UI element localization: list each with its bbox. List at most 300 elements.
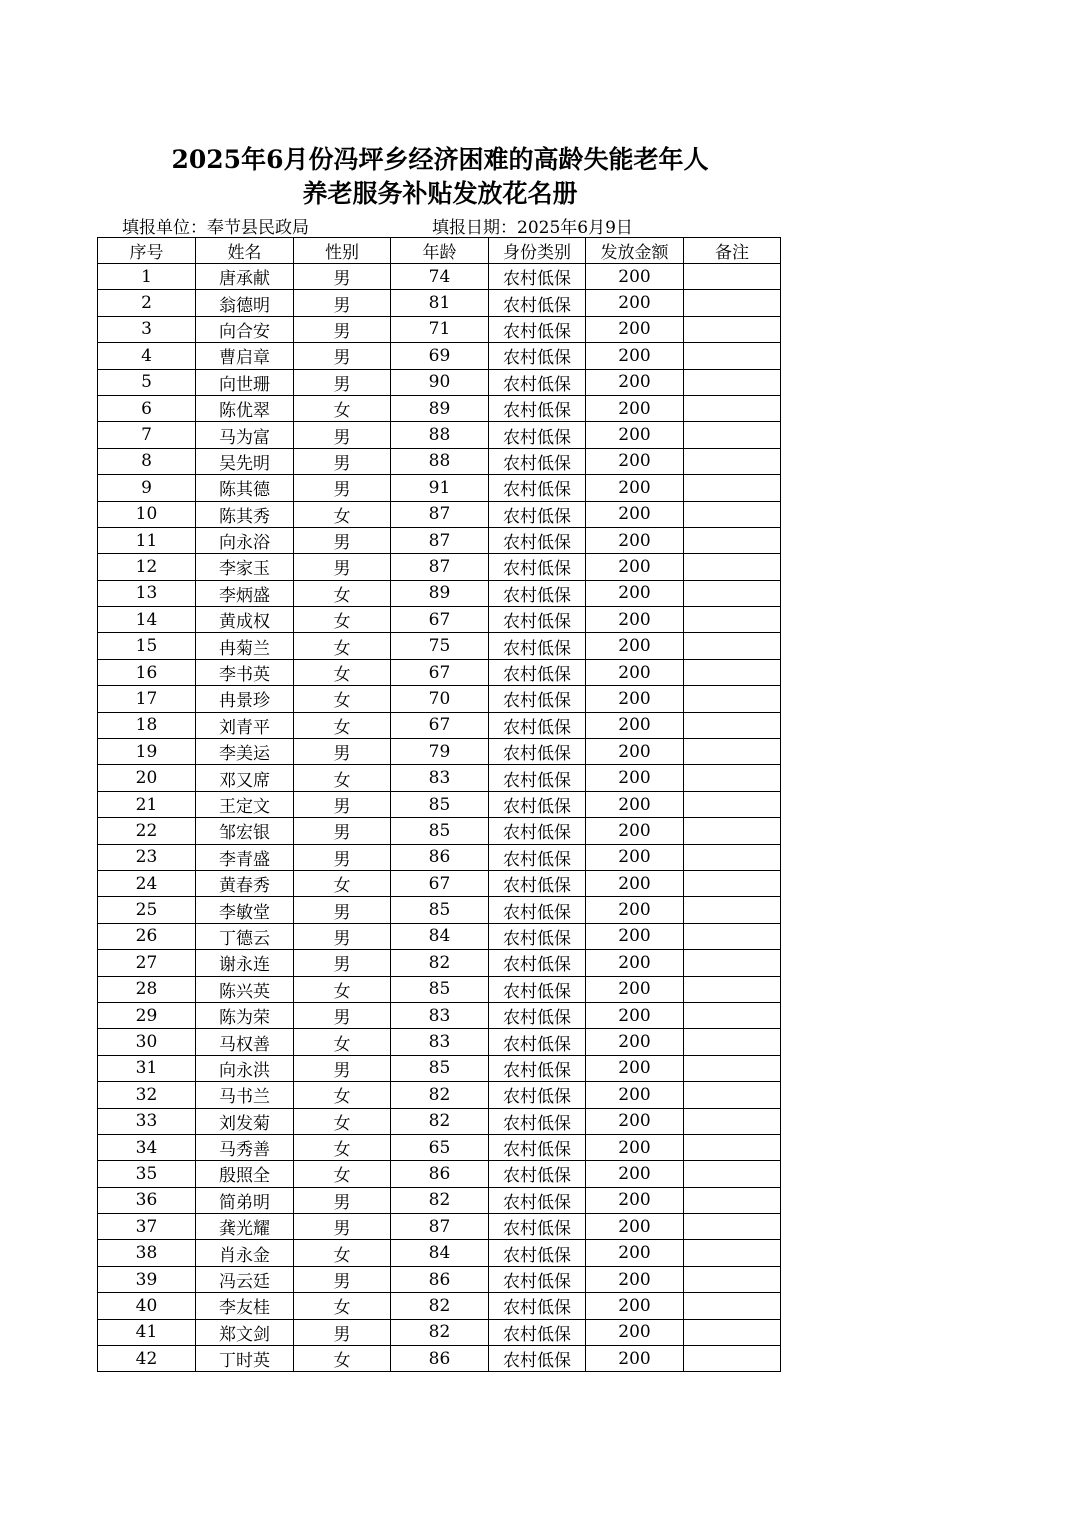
header-row — [98, 238, 781, 264]
cell-amount: 200 — [586, 1161, 684, 1187]
cell-gender: 男 — [294, 1214, 391, 1240]
cell-age: 83 — [391, 1029, 489, 1055]
cell-no: 32 — [98, 1082, 196, 1108]
cell-name: 李友桂 — [196, 1293, 294, 1319]
cell-note — [684, 527, 781, 553]
cell-category: 农村低保 — [489, 739, 586, 765]
cell-note — [684, 765, 781, 791]
cell-gender: 女 — [294, 607, 391, 633]
table-row — [98, 1187, 781, 1213]
cell-category: 农村低保 — [489, 923, 586, 949]
cell-category: 农村低保 — [489, 264, 586, 290]
cell-category: 农村低保 — [489, 1214, 586, 1240]
cell-category: 农村低保 — [489, 501, 586, 527]
cell-note — [684, 1134, 781, 1160]
cell-category: 农村低保 — [489, 554, 586, 580]
cell-gender: 女 — [294, 712, 391, 738]
cell-amount: 200 — [586, 818, 684, 844]
cell-age: 82 — [391, 1082, 489, 1108]
cell-note — [684, 923, 781, 949]
cell-name: 黄春秀 — [196, 870, 294, 896]
cell-note — [684, 343, 781, 369]
cell-no: 29 — [98, 1002, 196, 1028]
cell-no: 19 — [98, 739, 196, 765]
cell-gender: 男 — [294, 1266, 391, 1292]
cell-name: 丁时英 — [196, 1346, 294, 1372]
cell-amount: 200 — [586, 395, 684, 421]
cell-name: 马书兰 — [196, 1082, 294, 1108]
cell-no: 6 — [98, 395, 196, 421]
cell-category: 农村低保 — [489, 1266, 586, 1292]
cell-age: 89 — [391, 395, 489, 421]
cell-category: 农村低保 — [489, 422, 586, 448]
cell-no: 37 — [98, 1214, 196, 1240]
cell-no: 20 — [98, 765, 196, 791]
table-row — [98, 844, 781, 870]
cell-note — [684, 395, 781, 421]
cell-name: 谢永连 — [196, 950, 294, 976]
cell-amount: 200 — [586, 844, 684, 870]
cell-note — [684, 976, 781, 1002]
cell-name: 陈其德 — [196, 475, 294, 501]
cell-category: 农村低保 — [489, 1187, 586, 1213]
cell-note — [684, 1319, 781, 1345]
cell-name: 陈优翠 — [196, 395, 294, 421]
cell-name: 冯云廷 — [196, 1266, 294, 1292]
cell-name: 邓又席 — [196, 765, 294, 791]
cell-amount: 200 — [586, 1319, 684, 1345]
cell-gender: 女 — [294, 1346, 391, 1372]
cell-note — [684, 422, 781, 448]
cell-amount: 200 — [586, 950, 684, 976]
cell-age: 82 — [391, 1187, 489, 1213]
cell-name: 陈其秀 — [196, 501, 294, 527]
cell-no: 30 — [98, 1029, 196, 1055]
cell-category: 农村低保 — [489, 1240, 586, 1266]
header-age: 年龄 — [391, 238, 489, 264]
cell-amount: 200 — [586, 580, 684, 606]
cell-amount: 200 — [586, 791, 684, 817]
table-row — [98, 1319, 781, 1345]
cell-gender: 女 — [294, 1082, 391, 1108]
cell-age: 85 — [391, 791, 489, 817]
table-row — [98, 1055, 781, 1081]
cell-gender: 男 — [294, 369, 391, 395]
cell-name: 唐承献 — [196, 264, 294, 290]
cell-note — [684, 1240, 781, 1266]
cell-name: 冉景珍 — [196, 686, 294, 712]
cell-name: 陈为荣 — [196, 1002, 294, 1028]
roster-table — [97, 237, 781, 1372]
cell-category: 农村低保 — [489, 844, 586, 870]
cell-no: 34 — [98, 1134, 196, 1160]
cell-name: 刘发菊 — [196, 1108, 294, 1134]
cell-name: 李敏堂 — [196, 897, 294, 923]
cell-gender: 女 — [294, 501, 391, 527]
cell-gender: 男 — [294, 448, 391, 474]
cell-amount: 200 — [586, 870, 684, 896]
cell-amount: 200 — [586, 1108, 684, 1134]
cell-amount: 200 — [586, 1346, 684, 1372]
cell-no: 21 — [98, 791, 196, 817]
cell-amount: 200 — [586, 448, 684, 474]
table-row — [98, 554, 781, 580]
table-row — [98, 527, 781, 553]
cell-amount: 200 — [586, 1293, 684, 1319]
cell-name: 李美运 — [196, 739, 294, 765]
cell-age: 85 — [391, 897, 489, 923]
cell-note — [684, 316, 781, 342]
table-row — [98, 712, 781, 738]
cell-category: 农村低保 — [489, 659, 586, 685]
table-row — [98, 686, 781, 712]
cell-note — [684, 475, 781, 501]
cell-name: 向永洪 — [196, 1055, 294, 1081]
cell-note — [684, 448, 781, 474]
cell-gender: 男 — [294, 1319, 391, 1345]
cell-gender: 男 — [294, 950, 391, 976]
cell-category: 农村低保 — [489, 475, 586, 501]
cell-age: 84 — [391, 1240, 489, 1266]
cell-gender: 男 — [294, 1187, 391, 1213]
cell-category: 农村低保 — [489, 1319, 586, 1345]
cell-note — [684, 1346, 781, 1372]
table-row — [98, 870, 781, 896]
cell-age: 71 — [391, 316, 489, 342]
cell-note — [684, 1082, 781, 1108]
cell-no: 17 — [98, 686, 196, 712]
cell-no: 9 — [98, 475, 196, 501]
cell-note — [684, 1029, 781, 1055]
cell-gender: 女 — [294, 1134, 391, 1160]
table-row — [98, 290, 781, 316]
header-name: 姓名 — [196, 238, 294, 264]
table-row — [98, 897, 781, 923]
cell-gender: 女 — [294, 580, 391, 606]
cell-category: 农村低保 — [489, 316, 586, 342]
cell-note — [684, 1214, 781, 1240]
cell-age: 90 — [391, 369, 489, 395]
cell-gender: 女 — [294, 1240, 391, 1266]
cell-no: 18 — [98, 712, 196, 738]
cell-gender: 男 — [294, 844, 391, 870]
cell-no: 22 — [98, 818, 196, 844]
cell-amount: 200 — [586, 923, 684, 949]
cell-amount: 200 — [586, 976, 684, 1002]
cell-category: 农村低保 — [489, 870, 586, 896]
cell-name: 邹宏银 — [196, 818, 294, 844]
cell-no: 28 — [98, 976, 196, 1002]
cell-no: 24 — [98, 870, 196, 896]
table-row — [98, 448, 781, 474]
cell-amount: 200 — [586, 264, 684, 290]
cell-category: 农村低保 — [489, 1134, 586, 1160]
cell-gender: 男 — [294, 897, 391, 923]
table-row — [98, 264, 781, 290]
table-row — [98, 369, 781, 395]
cell-gender: 男 — [294, 475, 391, 501]
cell-age: 74 — [391, 264, 489, 290]
cell-age: 82 — [391, 950, 489, 976]
cell-category: 农村低保 — [489, 1002, 586, 1028]
cell-name: 冉菊兰 — [196, 633, 294, 659]
cell-no: 40 — [98, 1293, 196, 1319]
cell-category: 农村低保 — [489, 527, 586, 553]
table-row — [98, 633, 781, 659]
table-row — [98, 395, 781, 421]
cell-name: 陈兴英 — [196, 976, 294, 1002]
fill-date: 填报日期：2025年6月9日 — [432, 218, 633, 238]
cell-note — [684, 1002, 781, 1028]
table-row — [98, 1266, 781, 1292]
table-row — [98, 1346, 781, 1372]
cell-note — [684, 1187, 781, 1213]
cell-gender: 女 — [294, 1029, 391, 1055]
cell-gender: 男 — [294, 527, 391, 553]
cell-age: 69 — [391, 343, 489, 369]
table-row — [98, 316, 781, 342]
cell-name: 黄成权 — [196, 607, 294, 633]
cell-amount: 200 — [586, 686, 684, 712]
cell-note — [684, 264, 781, 290]
cell-no: 11 — [98, 527, 196, 553]
cell-gender: 男 — [294, 343, 391, 369]
cell-gender: 女 — [294, 395, 391, 421]
cell-name: 马权善 — [196, 1029, 294, 1055]
cell-no: 10 — [98, 501, 196, 527]
cell-category: 农村低保 — [489, 580, 586, 606]
cell-age: 86 — [391, 1266, 489, 1292]
cell-age: 83 — [391, 1002, 489, 1028]
cell-amount: 200 — [586, 1187, 684, 1213]
cell-note — [684, 712, 781, 738]
cell-age: 88 — [391, 448, 489, 474]
header-note: 备注 — [684, 238, 781, 264]
cell-amount: 200 — [586, 739, 684, 765]
cell-age: 86 — [391, 844, 489, 870]
cell-note — [684, 739, 781, 765]
cell-gender: 男 — [294, 1002, 391, 1028]
cell-gender: 男 — [294, 791, 391, 817]
cell-note — [684, 686, 781, 712]
table-row — [98, 475, 781, 501]
cell-category: 农村低保 — [489, 950, 586, 976]
cell-note — [684, 897, 781, 923]
cell-name: 李炳盛 — [196, 580, 294, 606]
cell-amount: 200 — [586, 1082, 684, 1108]
cell-age: 67 — [391, 870, 489, 896]
cell-category: 农村低保 — [489, 1108, 586, 1134]
cell-name: 李青盛 — [196, 844, 294, 870]
cell-name: 龚光耀 — [196, 1214, 294, 1240]
cell-category: 农村低保 — [489, 448, 586, 474]
table-row — [98, 1108, 781, 1134]
header-no: 序号 — [98, 238, 196, 264]
cell-age: 79 — [391, 739, 489, 765]
cell-no: 8 — [98, 448, 196, 474]
cell-name: 马为富 — [196, 422, 294, 448]
document-title-line1: 2025年6月份冯坪乡经济困难的高龄失能老年人 — [171, 145, 709, 174]
cell-no: 36 — [98, 1187, 196, 1213]
cell-gender: 女 — [294, 976, 391, 1002]
cell-age: 85 — [391, 976, 489, 1002]
cell-no: 41 — [98, 1319, 196, 1345]
cell-age: 67 — [391, 659, 489, 685]
cell-amount: 200 — [586, 501, 684, 527]
cell-category: 农村低保 — [489, 686, 586, 712]
cell-amount: 200 — [586, 607, 684, 633]
cell-gender: 男 — [294, 1055, 391, 1081]
header-amount: 发放金额 — [586, 238, 684, 264]
cell-gender: 男 — [294, 554, 391, 580]
cell-age: 65 — [391, 1134, 489, 1160]
cell-amount: 200 — [586, 1055, 684, 1081]
cell-no: 2 — [98, 290, 196, 316]
cell-note — [684, 844, 781, 870]
cell-name: 向永浴 — [196, 527, 294, 553]
table-row — [98, 659, 781, 685]
cell-category: 农村低保 — [489, 1346, 586, 1372]
cell-note — [684, 950, 781, 976]
cell-note — [684, 580, 781, 606]
cell-no: 38 — [98, 1240, 196, 1266]
cell-age: 86 — [391, 1161, 489, 1187]
cell-name: 翁德明 — [196, 290, 294, 316]
table-row — [98, 765, 781, 791]
cell-no: 14 — [98, 607, 196, 633]
cell-amount: 200 — [586, 343, 684, 369]
cell-category: 农村低保 — [489, 712, 586, 738]
cell-note — [684, 791, 781, 817]
cell-category: 农村低保 — [489, 1082, 586, 1108]
cell-no: 3 — [98, 316, 196, 342]
cell-name: 李家玉 — [196, 554, 294, 580]
cell-note — [684, 1161, 781, 1187]
cell-note — [684, 659, 781, 685]
table-row — [98, 791, 781, 817]
cell-note — [684, 818, 781, 844]
table-row — [98, 501, 781, 527]
cell-amount: 200 — [586, 659, 684, 685]
header-gender: 性别 — [294, 238, 391, 264]
cell-category: 农村低保 — [489, 395, 586, 421]
cell-category: 农村低保 — [489, 633, 586, 659]
table-row — [98, 739, 781, 765]
cell-amount: 200 — [586, 369, 684, 395]
cell-name: 刘青平 — [196, 712, 294, 738]
cell-category: 农村低保 — [489, 818, 586, 844]
cell-name: 丁德云 — [196, 923, 294, 949]
cell-note — [684, 607, 781, 633]
cell-gender: 男 — [294, 739, 391, 765]
cell-category: 农村低保 — [489, 1161, 586, 1187]
cell-note — [684, 870, 781, 896]
cell-category: 农村低保 — [489, 976, 586, 1002]
table-row — [98, 1134, 781, 1160]
cell-name: 向世珊 — [196, 369, 294, 395]
cell-gender: 女 — [294, 686, 391, 712]
table-row — [98, 1002, 781, 1028]
cell-age: 82 — [391, 1108, 489, 1134]
cell-no: 35 — [98, 1161, 196, 1187]
cell-amount: 200 — [586, 1134, 684, 1160]
table-row — [98, 1214, 781, 1240]
cell-category: 农村低保 — [489, 1293, 586, 1319]
cell-gender: 女 — [294, 1293, 391, 1319]
table-row — [98, 1029, 781, 1055]
cell-gender: 女 — [294, 765, 391, 791]
cell-age: 81 — [391, 290, 489, 316]
cell-no: 23 — [98, 844, 196, 870]
cell-age: 88 — [391, 422, 489, 448]
table-row — [98, 950, 781, 976]
cell-name: 殷照全 — [196, 1161, 294, 1187]
cell-no: 16 — [98, 659, 196, 685]
cell-amount: 200 — [586, 1214, 684, 1240]
cell-no: 33 — [98, 1108, 196, 1134]
cell-amount: 200 — [586, 316, 684, 342]
cell-note — [684, 1266, 781, 1292]
cell-no: 39 — [98, 1266, 196, 1292]
cell-name: 吴先明 — [196, 448, 294, 474]
cell-no: 4 — [98, 343, 196, 369]
cell-category: 农村低保 — [489, 369, 586, 395]
cell-category: 农村低保 — [489, 1055, 586, 1081]
cell-amount: 200 — [586, 290, 684, 316]
cell-age: 70 — [391, 686, 489, 712]
header-category: 身份类别 — [489, 238, 586, 264]
cell-no: 7 — [98, 422, 196, 448]
cell-age: 87 — [391, 527, 489, 553]
cell-gender: 男 — [294, 290, 391, 316]
table-row — [98, 343, 781, 369]
cell-amount: 200 — [586, 1266, 684, 1292]
table-row — [98, 923, 781, 949]
cell-age: 91 — [391, 475, 489, 501]
cell-note — [684, 369, 781, 395]
table-row — [98, 1240, 781, 1266]
cell-no: 27 — [98, 950, 196, 976]
cell-age: 89 — [391, 580, 489, 606]
cell-no: 42 — [98, 1346, 196, 1372]
cell-name: 向合安 — [196, 316, 294, 342]
cell-name: 曹启章 — [196, 343, 294, 369]
document-title-line2: 养老服务补贴发放花名册 — [302, 179, 578, 208]
cell-age: 85 — [391, 818, 489, 844]
cell-gender: 男 — [294, 818, 391, 844]
cell-name: 肖永金 — [196, 1240, 294, 1266]
table-row — [98, 580, 781, 606]
cell-amount: 200 — [586, 765, 684, 791]
cell-note — [684, 1108, 781, 1134]
cell-amount: 200 — [586, 1002, 684, 1028]
cell-no: 13 — [98, 580, 196, 606]
table-row — [98, 422, 781, 448]
cell-age: 84 — [391, 923, 489, 949]
cell-age: 86 — [391, 1346, 489, 1372]
table-row — [98, 976, 781, 1002]
cell-name: 李书英 — [196, 659, 294, 685]
cell-amount: 200 — [586, 527, 684, 553]
table-row — [98, 607, 781, 633]
cell-amount: 200 — [586, 712, 684, 738]
cell-age: 82 — [391, 1293, 489, 1319]
cell-amount: 200 — [586, 633, 684, 659]
table-row — [98, 1293, 781, 1319]
cell-age: 67 — [391, 712, 489, 738]
cell-name: 王定文 — [196, 791, 294, 817]
cell-category: 农村低保 — [489, 343, 586, 369]
